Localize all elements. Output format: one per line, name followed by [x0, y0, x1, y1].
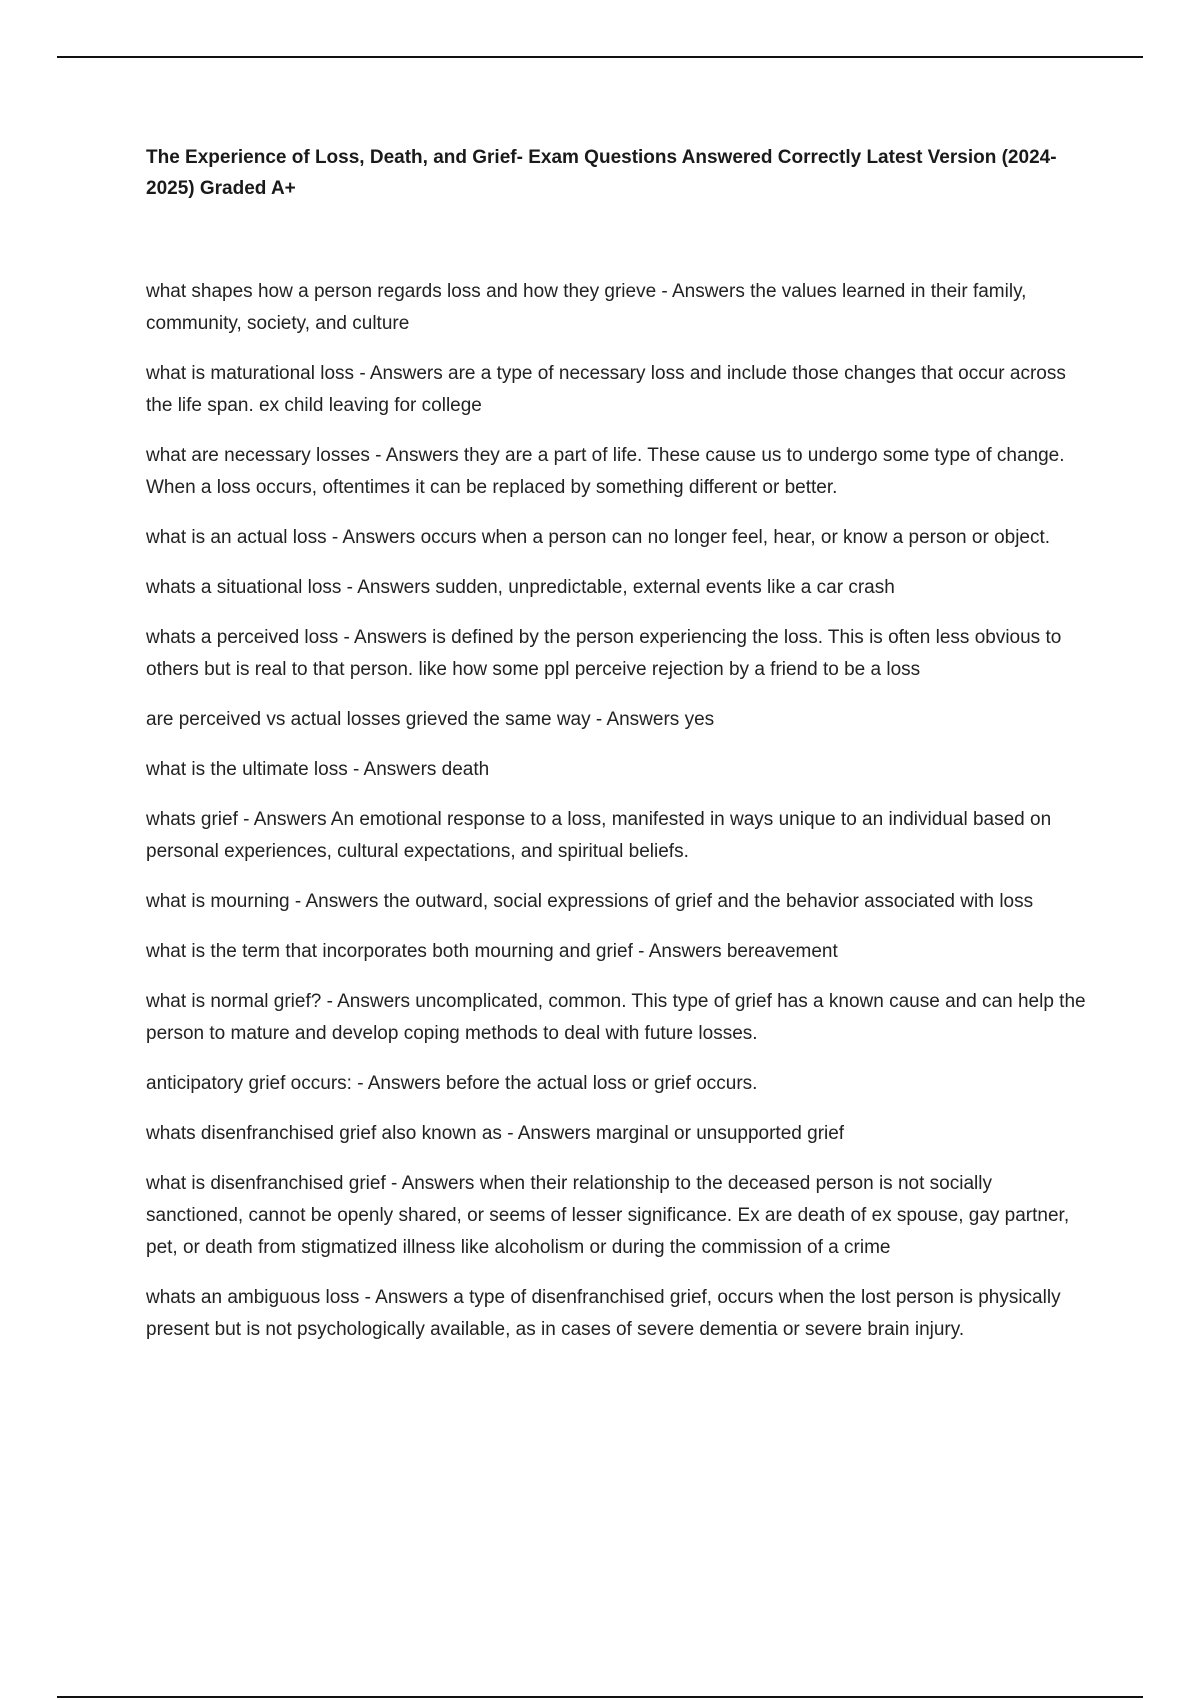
qa-item: whats disenfranchised grief also known as - Answers marginal or unsupported grief: [146, 1123, 845, 1144]
qa-item: whats an ambiguous loss - Answers a type of disenfranchised grief, occurs when the lost person is physically present but is not psychologically available, as in cases of severe dementia or severe brain injury.: [146, 1287, 1061, 1340]
qa-item: what is an actual loss - Answers occurs when a person can no longer feel, hear, or know a person or object.: [146, 527, 1051, 548]
top-divider: [57, 56, 1143, 58]
qa-list: [146, 276, 1091, 1364]
qa-item: whats a situational loss - Answers sudden, unpredictable, external events like a car crash: [146, 577, 895, 598]
document-title: The Experience of Loss, Death, and Grief- Exam Questions Answered Correctly Latest Version (2024-2025) Graded A+: [146, 147, 1057, 199]
qa-item: what is normal grief? - Answers uncomplicated, common. This type of grief has a known cause and can help the person to mature and develop coping methods to deal with future losses.: [146, 991, 1086, 1044]
qa-item: what is disenfranchised grief - Answers when their relationship to the deceased person is not socially sanctioned, cannot be openly shared, or seems of lesser significance. Ex are death of ex spouse, gay partner, pet, or death from stigmatized illness like alcoholism or during the commission of a crime: [146, 1173, 1070, 1258]
qa-item: what is mourning - Answers the outward, social expressions of grief and the behavior associated with loss: [146, 891, 1034, 912]
qa-item: are perceived vs actual losses grieved the same way - Answers yes: [146, 709, 715, 730]
qa-item: what shapes how a person regards loss and how they grieve - Answers the values learned in their family, community, society, and culture: [146, 281, 1027, 334]
qa-item: what is the ultimate loss - Answers death: [146, 759, 490, 780]
qa-item: whats a perceived loss - Answers is defined by the person experiencing the loss. This is often less obvious to others but is real to that person. like how some ppl perceive rejection by a friend to be a loss: [146, 627, 1062, 680]
qa-item: whats grief - Answers An emotional response to a loss, manifested in ways unique to an individual based on personal experiences, cultural expectations, and spiritual beliefs.: [146, 809, 1052, 862]
qa-item: anticipatory grief occurs: - Answers before the actual loss or grief occurs.: [146, 1073, 758, 1094]
qa-item: what is the term that incorporates both mourning and grief - Answers bereavement: [146, 941, 838, 962]
qa-item: what is maturational loss - Answers are a type of necessary loss and include those changes that occur across the life span. ex child leaving for college: [146, 363, 1066, 416]
qa-item: what are necessary losses - Answers they are a part of life. These cause us to undergo some type of change. When a loss occurs, oftentimes it can be replaced by something different or better.: [146, 445, 1065, 498]
bottom-divider: [57, 1696, 1143, 1698]
